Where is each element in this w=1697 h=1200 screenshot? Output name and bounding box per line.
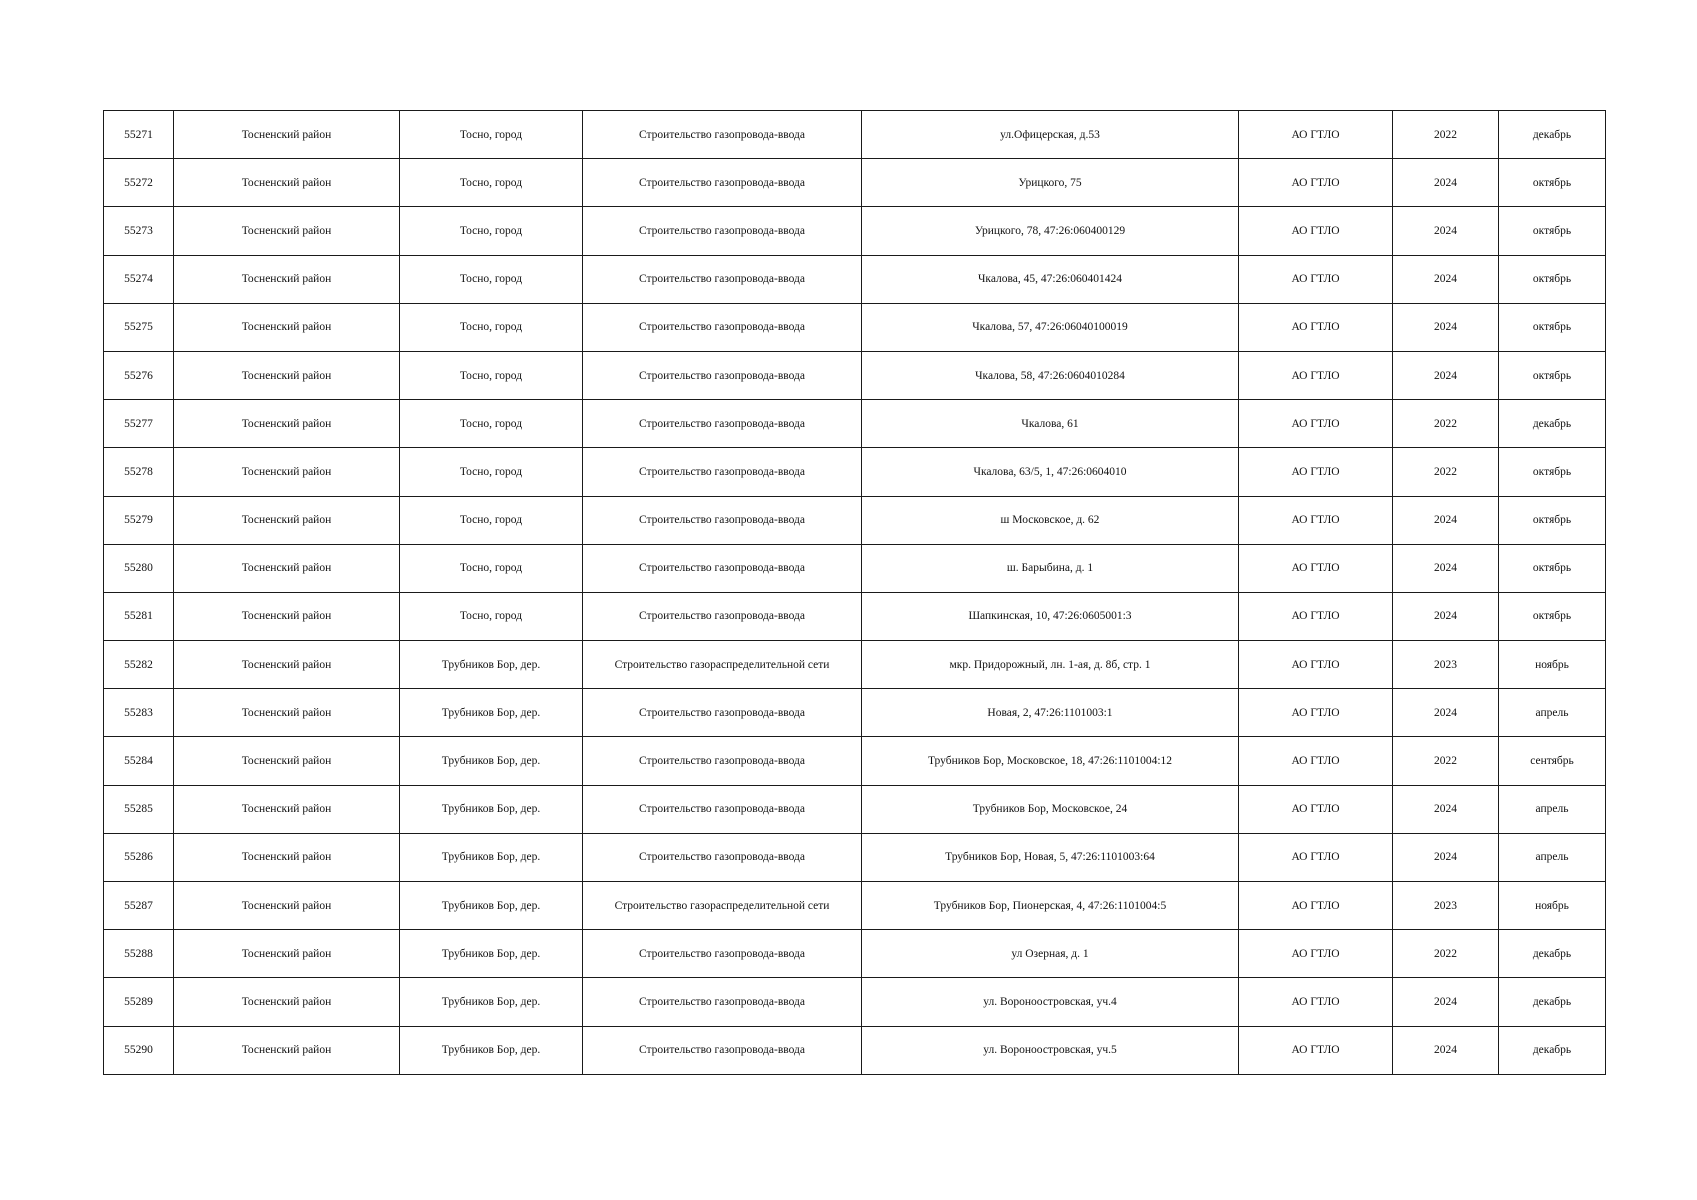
organization-cell: АО ГТЛО	[1239, 303, 1393, 351]
district-cell: Тосненский район	[174, 207, 400, 255]
row-id-cell: 55275	[104, 303, 174, 351]
work-type-cell: Строительство газопровода-ввода	[583, 496, 862, 544]
organization-cell: АО ГТЛО	[1239, 111, 1393, 159]
row-id-cell: 55274	[104, 255, 174, 303]
work-type-cell: Строительство газопровода-ввода	[583, 592, 862, 640]
month-cell: октябрь	[1499, 207, 1606, 255]
row-id-cell: 55278	[104, 448, 174, 496]
work-type-cell: Строительство газораспределительной сети	[583, 882, 862, 930]
settlement-cell: Тосно, город	[400, 351, 583, 399]
table-row	[104, 833, 1606, 881]
address-cell: Трубников Бор, Московское, 24	[862, 785, 1239, 833]
month-cell: декабрь	[1499, 978, 1606, 1026]
settlement-cell: Трубников Бор, дер.	[400, 641, 583, 689]
organization-cell: АО ГТЛО	[1239, 159, 1393, 207]
address-cell: Урицкого, 75	[862, 159, 1239, 207]
settlement-cell: Тосно, город	[400, 111, 583, 159]
month-cell: декабрь	[1499, 1026, 1606, 1074]
settlement-cell: Тосно, город	[400, 544, 583, 592]
work-type-cell: Строительство газопровода-ввода	[583, 448, 862, 496]
settlement-cell: Трубников Бор, дер.	[400, 882, 583, 930]
row-id-cell: 55288	[104, 930, 174, 978]
month-cell: апрель	[1499, 833, 1606, 881]
row-id-cell: 55285	[104, 785, 174, 833]
table-row	[104, 737, 1606, 785]
table-row	[104, 159, 1606, 207]
row-id-cell: 55279	[104, 496, 174, 544]
district-cell: Тосненский район	[174, 448, 400, 496]
year-cell: 2024	[1393, 592, 1499, 640]
address-cell: ул.Офицерская, д.53	[862, 111, 1239, 159]
address-cell: ш. Барыбина, д. 1	[862, 544, 1239, 592]
work-type-cell: Строительство газопровода-ввода	[583, 111, 862, 159]
row-id-cell: 55283	[104, 689, 174, 737]
settlement-cell: Трубников Бор, дер.	[400, 785, 583, 833]
work-type-cell: Строительство газопровода-ввода	[583, 785, 862, 833]
settlement-cell: Тосно, город	[400, 255, 583, 303]
district-cell: Тосненский район	[174, 1026, 400, 1074]
address-cell: Чкалова, 45, 47:26:060401424	[862, 255, 1239, 303]
district-cell: Тосненский район	[174, 255, 400, 303]
year-cell: 2024	[1393, 351, 1499, 399]
year-cell: 2024	[1393, 785, 1499, 833]
row-id-cell: 55284	[104, 737, 174, 785]
month-cell: октябрь	[1499, 448, 1606, 496]
organization-cell: АО ГТЛО	[1239, 785, 1393, 833]
table-row	[104, 351, 1606, 399]
work-type-cell: Строительство газопровода-ввода	[583, 689, 862, 737]
address-cell: ул Озерная, д. 1	[862, 930, 1239, 978]
address-cell: Трубников Бор, Московское, 18, 47:26:1101004:12	[862, 737, 1239, 785]
year-cell: 2024	[1393, 303, 1499, 351]
address-cell: ул. Вороноостровская, уч.5	[862, 1026, 1239, 1074]
district-cell: Тосненский район	[174, 978, 400, 1026]
month-cell: декабрь	[1499, 400, 1606, 448]
data-table	[103, 110, 1606, 1075]
organization-cell: АО ГТЛО	[1239, 496, 1393, 544]
organization-cell: АО ГТЛО	[1239, 207, 1393, 255]
settlement-cell: Тосно, город	[400, 448, 583, 496]
row-id-cell: 55273	[104, 207, 174, 255]
year-cell: 2023	[1393, 641, 1499, 689]
year-cell: 2024	[1393, 978, 1499, 1026]
settlement-cell: Тосно, город	[400, 592, 583, 640]
work-type-cell: Строительство газопровода-ввода	[583, 351, 862, 399]
year-cell: 2024	[1393, 1026, 1499, 1074]
month-cell: октябрь	[1499, 255, 1606, 303]
row-id-cell: 55281	[104, 592, 174, 640]
settlement-cell: Тосно, город	[400, 496, 583, 544]
month-cell: ноябрь	[1499, 882, 1606, 930]
address-cell: Чкалова, 61	[862, 400, 1239, 448]
row-id-cell: 55277	[104, 400, 174, 448]
organization-cell: АО ГТЛО	[1239, 882, 1393, 930]
organization-cell: АО ГТЛО	[1239, 930, 1393, 978]
month-cell: декабрь	[1499, 111, 1606, 159]
row-id-cell: 55290	[104, 1026, 174, 1074]
district-cell: Тосненский район	[174, 785, 400, 833]
year-cell: 2022	[1393, 737, 1499, 785]
row-id-cell: 55276	[104, 351, 174, 399]
table-row	[104, 785, 1606, 833]
year-cell: 2022	[1393, 111, 1499, 159]
district-cell: Тосненский район	[174, 930, 400, 978]
settlement-cell: Трубников Бор, дер.	[400, 689, 583, 737]
settlement-cell: Трубников Бор, дер.	[400, 1026, 583, 1074]
month-cell: октябрь	[1499, 496, 1606, 544]
district-cell: Тосненский район	[174, 351, 400, 399]
work-type-cell: Строительство газопровода-ввода	[583, 207, 862, 255]
year-cell: 2024	[1393, 689, 1499, 737]
work-type-cell: Строительство газопровода-ввода	[583, 1026, 862, 1074]
year-cell: 2022	[1393, 930, 1499, 978]
month-cell: сентябрь	[1499, 737, 1606, 785]
district-cell: Тосненский район	[174, 641, 400, 689]
address-cell: Чкалова, 58, 47:26:0604010284	[862, 351, 1239, 399]
address-cell: мкр. Придорожный, лн. 1-ая, д. 8б, стр. 1	[862, 641, 1239, 689]
settlement-cell: Трубников Бор, дер.	[400, 833, 583, 881]
row-id-cell: 55271	[104, 111, 174, 159]
district-cell: Тосненский район	[174, 159, 400, 207]
month-cell: октябрь	[1499, 544, 1606, 592]
work-type-cell: Строительство газопровода-ввода	[583, 544, 862, 592]
month-cell: октябрь	[1499, 592, 1606, 640]
address-cell: Трубников Бор, Пионерская, 4, 47:26:1101004:5	[862, 882, 1239, 930]
district-cell: Тосненский район	[174, 400, 400, 448]
row-id-cell: 55282	[104, 641, 174, 689]
address-cell: Трубников Бор, Новая, 5, 47:26:1101003:64	[862, 833, 1239, 881]
year-cell: 2024	[1393, 255, 1499, 303]
row-id-cell: 55272	[104, 159, 174, 207]
row-id-cell: 55289	[104, 978, 174, 1026]
district-cell: Тосненский район	[174, 737, 400, 785]
month-cell: октябрь	[1499, 159, 1606, 207]
row-id-cell: 55286	[104, 833, 174, 881]
row-id-cell: 55287	[104, 882, 174, 930]
year-cell: 2022	[1393, 400, 1499, 448]
table-row	[104, 400, 1606, 448]
month-cell: апрель	[1499, 785, 1606, 833]
address-cell: Шапкинская, 10, 47:26:0605001:3	[862, 592, 1239, 640]
table-row	[104, 930, 1606, 978]
work-type-cell: Строительство газопровода-ввода	[583, 930, 862, 978]
table-row	[104, 641, 1606, 689]
organization-cell: АО ГТЛО	[1239, 400, 1393, 448]
organization-cell: АО ГТЛО	[1239, 833, 1393, 881]
work-type-cell: Строительство газопровода-ввода	[583, 400, 862, 448]
district-cell: Тосненский район	[174, 833, 400, 881]
table-row	[104, 592, 1606, 640]
table-row	[104, 448, 1606, 496]
settlement-cell: Трубников Бор, дер.	[400, 978, 583, 1026]
work-type-cell: Строительство газораспределительной сети	[583, 641, 862, 689]
organization-cell: АО ГТЛО	[1239, 689, 1393, 737]
settlement-cell: Трубников Бор, дер.	[400, 930, 583, 978]
table-row	[104, 207, 1606, 255]
settlement-cell: Тосно, город	[400, 159, 583, 207]
table-row	[104, 111, 1606, 159]
organization-cell: АО ГТЛО	[1239, 592, 1393, 640]
work-type-cell: Строительство газопровода-ввода	[583, 255, 862, 303]
district-cell: Тосненский район	[174, 882, 400, 930]
work-type-cell: Строительство газопровода-ввода	[583, 159, 862, 207]
year-cell: 2023	[1393, 882, 1499, 930]
settlement-cell: Трубников Бор, дер.	[400, 737, 583, 785]
organization-cell: АО ГТЛО	[1239, 737, 1393, 785]
address-cell: Чкалова, 57, 47:26:06040100019	[862, 303, 1239, 351]
table-row	[104, 689, 1606, 737]
organization-cell: АО ГТЛО	[1239, 641, 1393, 689]
work-type-cell: Строительство газопровода-ввода	[583, 978, 862, 1026]
table-row	[104, 496, 1606, 544]
row-id-cell: 55280	[104, 544, 174, 592]
month-cell: октябрь	[1499, 303, 1606, 351]
organization-cell: АО ГТЛО	[1239, 255, 1393, 303]
district-cell: Тосненский район	[174, 496, 400, 544]
district-cell: Тосненский район	[174, 689, 400, 737]
month-cell: апрель	[1499, 689, 1606, 737]
organization-cell: АО ГТЛО	[1239, 1026, 1393, 1074]
table-body	[104, 111, 1606, 1075]
address-cell: Урицкого, 78, 47:26:060400129	[862, 207, 1239, 255]
year-cell: 2024	[1393, 207, 1499, 255]
settlement-cell: Тосно, город	[400, 207, 583, 255]
year-cell: 2024	[1393, 159, 1499, 207]
organization-cell: АО ГТЛО	[1239, 448, 1393, 496]
table-row	[104, 303, 1606, 351]
address-cell: ш Московское, д. 62	[862, 496, 1239, 544]
organization-cell: АО ГТЛО	[1239, 351, 1393, 399]
month-cell: октябрь	[1499, 351, 1606, 399]
work-type-cell: Строительство газопровода-ввода	[583, 737, 862, 785]
settlement-cell: Тосно, город	[400, 400, 583, 448]
year-cell: 2024	[1393, 833, 1499, 881]
district-cell: Тосненский район	[174, 111, 400, 159]
district-cell: Тосненский район	[174, 544, 400, 592]
district-cell: Тосненский район	[174, 592, 400, 640]
year-cell: 2024	[1393, 544, 1499, 592]
address-cell: ул. Вороноостровская, уч.4	[862, 978, 1239, 1026]
table-row	[104, 255, 1606, 303]
table-row	[104, 1026, 1606, 1074]
organization-cell: АО ГТЛО	[1239, 544, 1393, 592]
work-type-cell: Строительство газопровода-ввода	[583, 303, 862, 351]
year-cell: 2022	[1393, 448, 1499, 496]
address-cell: Новая, 2, 47:26:1101003:1	[862, 689, 1239, 737]
work-type-cell: Строительство газопровода-ввода	[583, 833, 862, 881]
table-row	[104, 978, 1606, 1026]
district-cell: Тосненский район	[174, 303, 400, 351]
month-cell: ноябрь	[1499, 641, 1606, 689]
table-row	[104, 544, 1606, 592]
address-cell: Чкалова, 63/5, 1, 47:26:0604010	[862, 448, 1239, 496]
month-cell: декабрь	[1499, 930, 1606, 978]
year-cell: 2024	[1393, 496, 1499, 544]
settlement-cell: Тосно, город	[400, 303, 583, 351]
organization-cell: АО ГТЛО	[1239, 978, 1393, 1026]
table-row	[104, 882, 1606, 930]
